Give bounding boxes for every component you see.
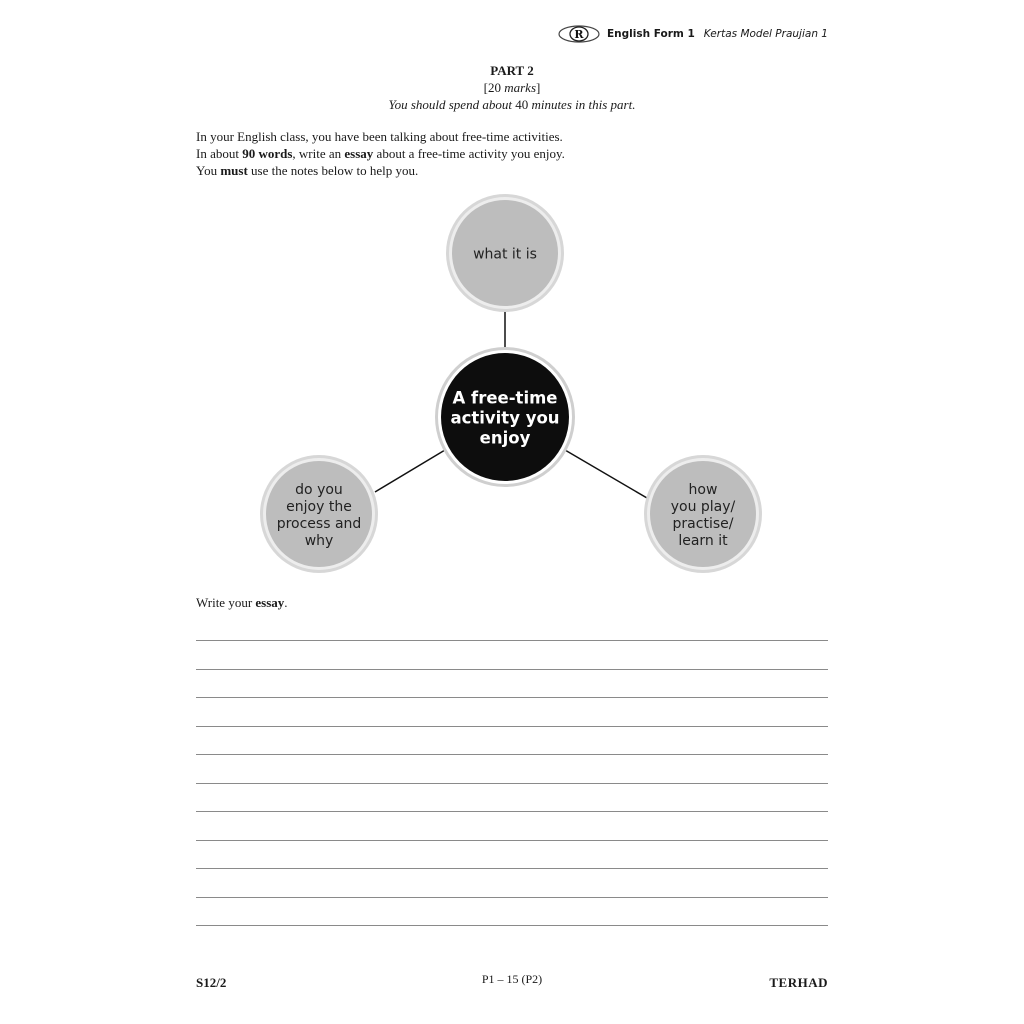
writing-line[interactable]: [196, 925, 828, 926]
txt-top-line: what it is: [473, 246, 537, 263]
bubble-right: [644, 455, 762, 573]
connector-right: [565, 450, 647, 498]
book-subtitle: Kertas Model Praujian 1: [703, 28, 828, 40]
txt-left-line: enjoy the: [286, 499, 352, 516]
instr2-a: In about: [196, 146, 243, 161]
instr3-a: You: [196, 163, 221, 178]
txt-left-line: process and: [276, 516, 362, 533]
write-prefix: Write your: [196, 595, 256, 610]
part-marks: [20 marks]: [483, 80, 541, 95]
writing-line[interactable]: [196, 640, 828, 641]
instruction-line-1: In your English class, you have been talking about free-time activities.: [196, 129, 563, 144]
must-keyword: must: [220, 163, 248, 178]
svg-text:R: R: [574, 28, 584, 41]
svg-text:what it is: [473, 247, 537, 263]
part-heading: [0, 62, 1024, 113]
write-prompt: [196, 595, 288, 611]
page-header: [557, 25, 828, 43]
essay-keyword: essay: [344, 146, 374, 161]
paper-code: S12/2: [196, 975, 227, 990]
writing-area[interactable]: [196, 640, 828, 954]
time-value: 40: [515, 97, 529, 112]
instr3-b: use the notes below to help you.: [247, 163, 419, 178]
mind-map: [240, 185, 780, 585]
part-title: PART 2: [490, 63, 534, 78]
time-prefix: You should spend about: [388, 97, 516, 112]
time-suffix: minutes in this part.: [528, 97, 636, 112]
writing-line[interactable]: [196, 868, 828, 869]
txt-right-line: practise/: [672, 516, 734, 533]
writing-line[interactable]: [196, 669, 828, 670]
bubble-left: [260, 455, 378, 573]
txt-center-line: A free-time: [452, 388, 558, 408]
write-suffix: .: [284, 595, 288, 610]
marks-word: marks: [504, 80, 537, 95]
txt-left-line: why: [304, 533, 334, 550]
write-essay-keyword: essay: [255, 595, 285, 610]
writing-line[interactable]: [196, 811, 828, 812]
txt-left-line: do you: [295, 482, 343, 499]
word-count: 90 words: [242, 146, 293, 161]
writing-line[interactable]: [196, 726, 828, 727]
instr2-b: , write an: [292, 146, 345, 161]
txt-right-line: you play/: [670, 499, 736, 516]
instruction-line-2: [196, 145, 565, 162]
classification-label: TERHAD: [769, 975, 828, 990]
instr2-c: about a free-time activity you enjoy.: [373, 146, 565, 161]
bubble-center: [435, 347, 575, 487]
book-title: English Form 1: [607, 28, 695, 40]
txt-center-line: activity you: [450, 408, 560, 428]
txt-right-line: how: [688, 482, 718, 499]
connector-left: [375, 450, 445, 492]
instruction-line-3: [196, 162, 565, 179]
txt-center-line: enjoy: [479, 428, 531, 448]
marks-number: 20: [487, 80, 501, 95]
txt-right-line: learn it: [678, 533, 728, 550]
publisher-logo: [557, 25, 601, 43]
writing-line[interactable]: [196, 783, 828, 784]
writing-line[interactable]: [196, 697, 828, 698]
page-number: P1 – 15 (P2): [481, 972, 543, 986]
bubble-top: [446, 194, 564, 312]
writing-line[interactable]: [196, 840, 828, 841]
writing-line[interactable]: [196, 897, 828, 898]
part-time: [0, 96, 1024, 113]
writing-line[interactable]: [196, 754, 828, 755]
task-instructions: [196, 128, 565, 179]
